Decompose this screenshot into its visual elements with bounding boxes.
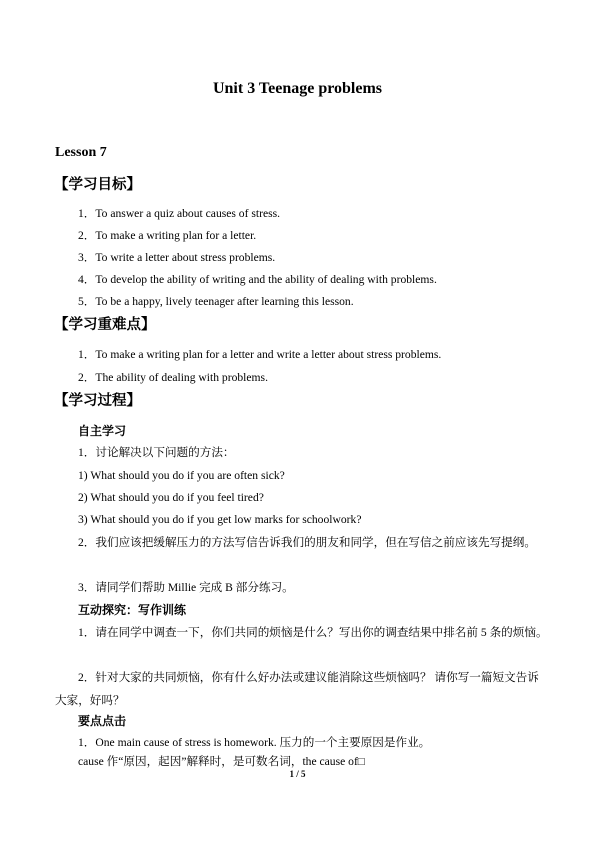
- key-note-item-1: 1．One main cause of stress is homework. 压力的一个主要原因是作业。: [78, 736, 431, 749]
- key-notes-heading: 要点点击: [78, 714, 127, 728]
- key-point-item: 1．To make a writing plan for a letter and write a letter about stress problems.: [78, 348, 442, 361]
- interactive-item-1: 1．请在同学中调查一下，你们共同的烦恼是什么？写出你的调查结果中排名前 5 条的烦恼。: [78, 626, 548, 639]
- process-heading: 【学习过程】: [54, 393, 141, 409]
- interactive-item-2: 2．针对大家的共同烦恼，你有什么好办法或建议能消除这些烦恼吗？ 请你写一篇短文告诉大家，好吗？: [55, 671, 539, 707]
- self-study-intro: 1．讨论解决以下问题的方法：: [78, 446, 235, 459]
- self-study-item-2: 2．我们应该把缓解压力的方法写信告诉我们的朋友和同学，但在写信之前应该先写提纲。: [78, 536, 536, 549]
- self-study-item-3: 3．请同学们帮助 Millie 完成 B 部分练习。: [78, 581, 294, 594]
- question-item: 1) What should you do if you are often sick?: [78, 469, 285, 482]
- self-study-heading: 自主学习: [78, 424, 127, 438]
- objective-item: 5．To be a happy, lively teenager after learning this lesson.: [78, 295, 354, 308]
- objective-item: 3．To write a letter about stress problems.: [78, 251, 276, 264]
- objective-item: 4．To develop the ability of writing and the ability of dealing with problems.: [78, 273, 437, 286]
- page-number: 1 / 5: [289, 769, 306, 779]
- key-points-heading: 【学习重难点】: [54, 317, 156, 333]
- interactive-heading: 互动探究：写作训练: [78, 603, 187, 617]
- question-item: 3) What should you do if you get low marks for schoolwork?: [78, 513, 362, 526]
- objectives-heading: 【学习目标】: [54, 177, 141, 193]
- key-point-item: 2．The ability of dealing with problems.: [78, 371, 268, 384]
- document-title: Unit 3 Teenage problems: [212, 80, 383, 97]
- objective-item: 1．To answer a quiz about causes of stress.: [78, 207, 281, 220]
- key-note-item-2: cause 作“原因，起因”解释时，是可数名词，the cause of□: [78, 755, 365, 768]
- question-item: 2) What should you do if you feel tired?: [78, 491, 264, 504]
- lesson-heading: Lesson 7: [55, 145, 107, 160]
- objective-item: 2．To make a writing plan for a letter.: [78, 229, 257, 242]
